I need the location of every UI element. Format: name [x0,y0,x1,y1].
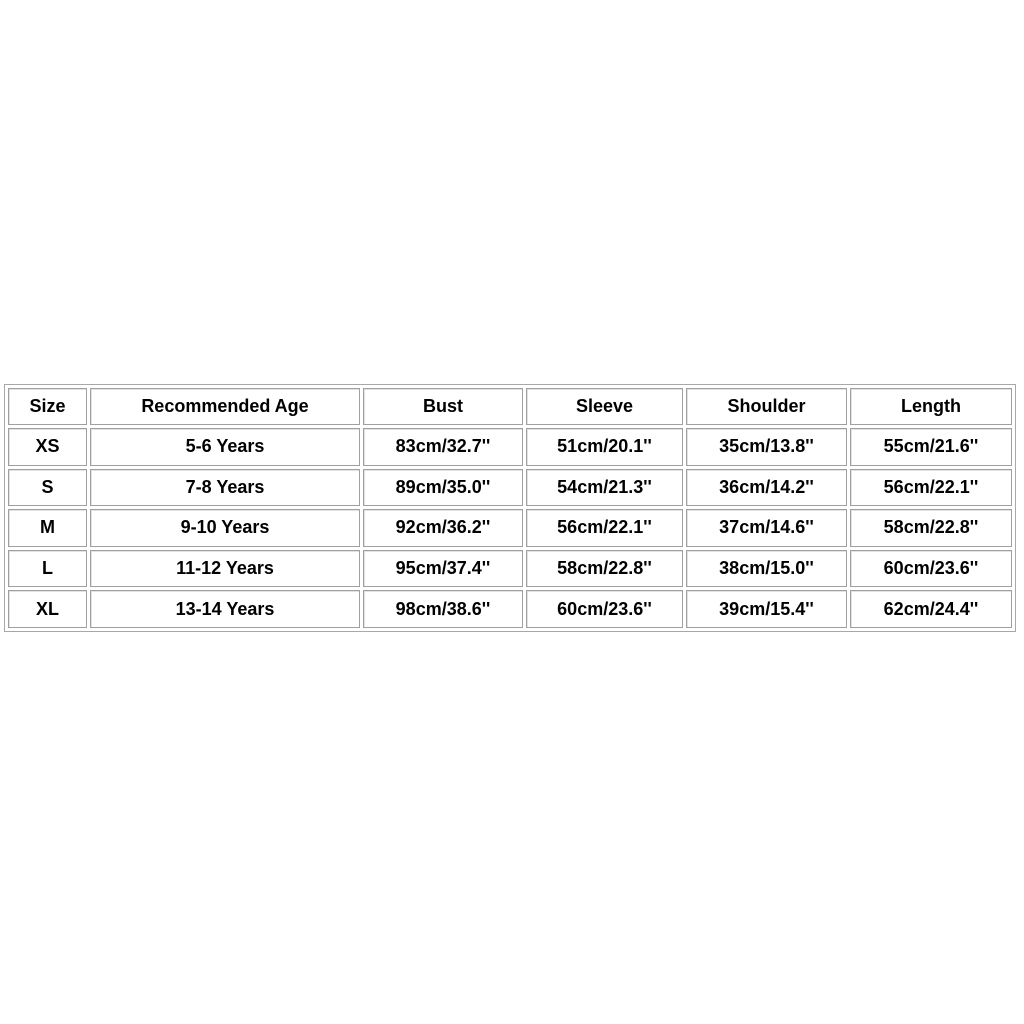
cell-size: L [8,550,87,588]
table-row [8,469,1012,507]
cell-bust: 95cm/37.4'' [363,550,523,588]
header-recommended-age: Recommended Age [90,388,360,425]
header-shoulder: Shoulder [686,388,847,425]
header-sleeve: Sleeve [526,388,683,425]
table-row [8,590,1012,628]
cell-size: XS [8,428,87,466]
cell-shoulder: 38cm/15.0'' [686,550,847,588]
cell-size: M [8,509,87,547]
table-row [8,509,1012,547]
cell-sleeve: 54cm/21.3'' [526,469,683,507]
cell-sleeve: 58cm/22.8'' [526,550,683,588]
cell-bust: 92cm/36.2'' [363,509,523,547]
table-row [8,428,1012,466]
size-chart-table [4,384,1016,632]
cell-shoulder: 37cm/14.6'' [686,509,847,547]
cell-bust: 98cm/38.6'' [363,590,523,628]
cell-recommended-age: 7-8 Years [90,469,360,507]
cell-sleeve: 60cm/23.6'' [526,590,683,628]
cell-length: 58cm/22.8'' [850,509,1012,547]
header-bust: Bust [363,388,523,425]
cell-bust: 89cm/35.0'' [363,469,523,507]
cell-shoulder: 36cm/14.2'' [686,469,847,507]
cell-size: XL [8,590,87,628]
cell-shoulder: 39cm/15.4'' [686,590,847,628]
cell-recommended-age: 13-14 Years [90,590,360,628]
cell-recommended-age: 5-6 Years [90,428,360,466]
header-size: Size [8,388,87,425]
header-length: Length [850,388,1012,425]
cell-sleeve: 56cm/22.1'' [526,509,683,547]
table-header-row [8,388,1012,425]
cell-size: S [8,469,87,507]
table-row [8,550,1012,588]
cell-sleeve: 51cm/20.1'' [526,428,683,466]
cell-length: 56cm/22.1'' [850,469,1012,507]
cell-bust: 83cm/32.7'' [363,428,523,466]
cell-length: 62cm/24.4'' [850,590,1012,628]
cell-length: 60cm/23.6'' [850,550,1012,588]
cell-shoulder: 35cm/13.8'' [686,428,847,466]
cell-recommended-age: 11-12 Years [90,550,360,588]
cell-length: 55cm/21.6'' [850,428,1012,466]
cell-recommended-age: 9-10 Years [90,509,360,547]
